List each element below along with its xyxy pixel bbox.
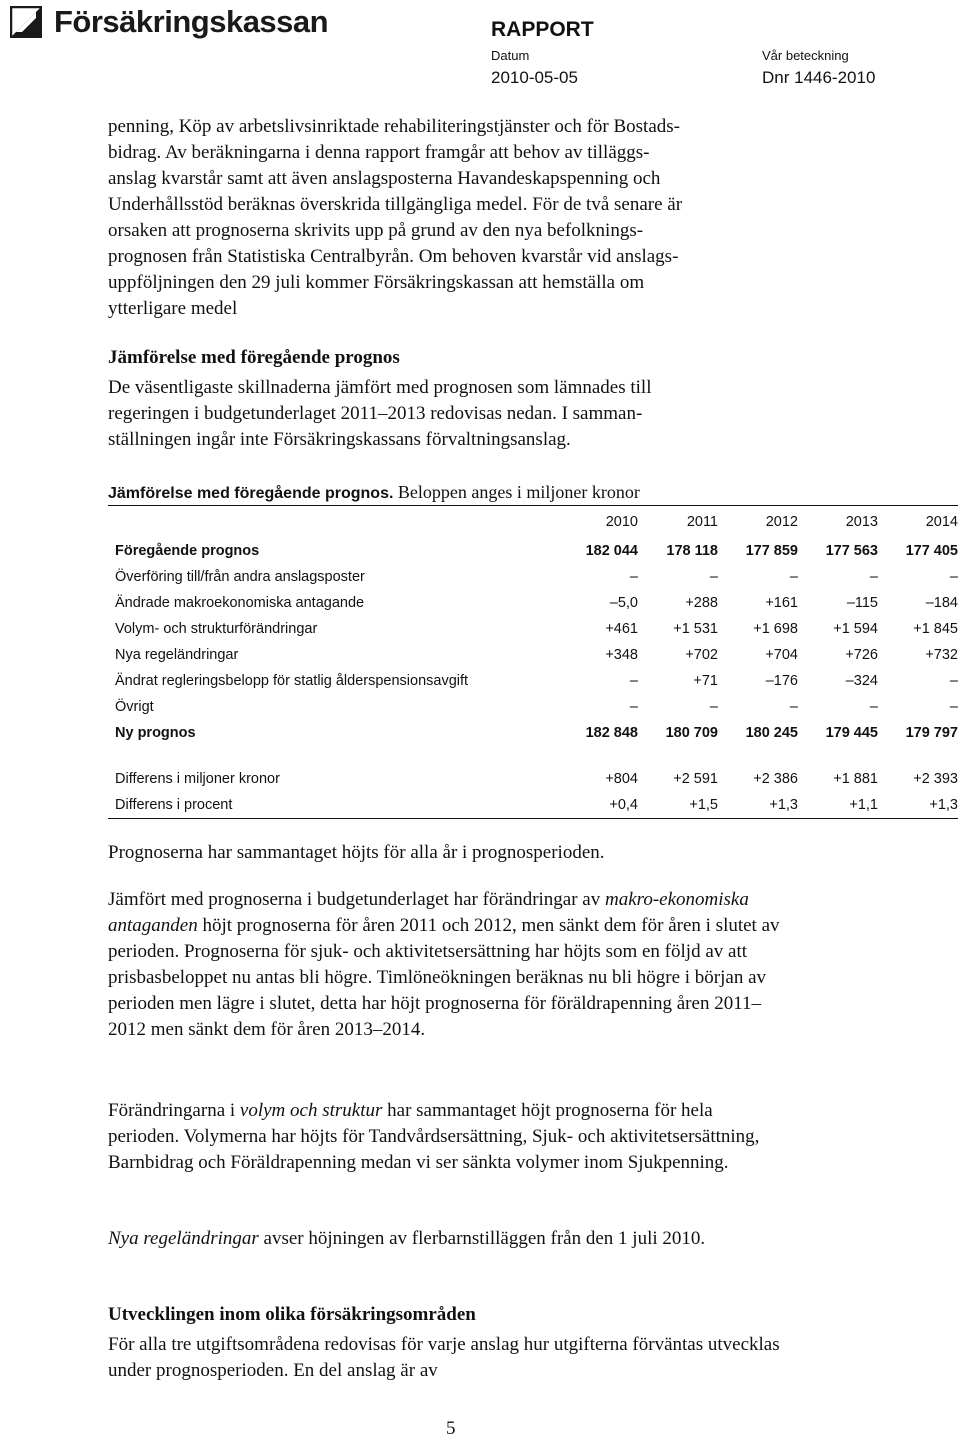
table-row — [108, 668, 958, 694]
table-cell: 179 445 — [825, 725, 878, 741]
forsakringskassan-logo-icon — [10, 6, 42, 38]
table-cell: +71 — [693, 673, 718, 689]
intro-paragraph — [108, 114, 788, 322]
table-row — [108, 564, 958, 590]
table-cell: – — [789, 699, 798, 715]
date-value: 2010-05-05 — [491, 68, 578, 87]
text-line: ytterligare medel — [108, 298, 238, 319]
document-type: RAPPORT — [491, 18, 594, 41]
table-cell: – — [949, 699, 958, 715]
comparison-table — [108, 505, 958, 819]
table-cell: –5,0 — [609, 595, 638, 611]
year-header: 2011 — [638, 506, 718, 539]
table-row — [108, 616, 958, 642]
text-run: höjt prognoserna för åren 2011 och 2012, men sänkt dem för åren i slutet av perioden. Prognoserna för sjuk- och aktivitetsersättning har höjts som en följd av att prisbasbeloppet nu antas bli högre. Timlöneökningen beräknas nu bli högre i början av perioden men lägre i slutet, detta har höjt prognoserna för föräldrapenning åren 2011–2012 men sänkt dem för åren 2013–2014. — [108, 915, 780, 1040]
table-cell: +726 — [845, 647, 878, 663]
table-cell: +0,4 — [558, 792, 638, 819]
table-row — [108, 538, 958, 564]
section-heading-insurance: Utvecklingen inom olika försäkringsområden — [108, 1304, 476, 1325]
table-cell: +704 — [765, 647, 798, 663]
table-cell: –115 — [846, 595, 878, 611]
table-cell: 179 797 — [905, 725, 958, 741]
table-cell: +348 — [605, 647, 638, 663]
table-cell: +2 591 — [673, 771, 718, 787]
section-heading-comparison: Jämförelse med föregående prognos — [108, 347, 400, 368]
year-header: 2010 — [558, 506, 638, 539]
table-cell: 177 859 — [745, 543, 798, 559]
table-cell: – — [629, 673, 638, 689]
text-line: anslag kvarstår samt att även anslagsposterna Havandeskapspenning och — [108, 168, 661, 189]
table-cell: +1 531 — [673, 621, 718, 637]
table-cell: +702 — [685, 647, 718, 663]
summary-paragraph: Prognoserna har sammantaget höjts för alla år i prognosperioden. — [108, 842, 605, 863]
row-label: Differens i miljoner kronor — [115, 771, 280, 787]
table-caption — [108, 480, 958, 506]
emphasis-text: volym och struktur — [239, 1100, 383, 1121]
text-run: Förändringarna i — [108, 1100, 240, 1121]
table-cell: – — [709, 699, 718, 715]
table-row — [108, 694, 958, 720]
reference-label: Vår beteckning — [762, 48, 849, 63]
text-line: orsaken att prognoserna skrivits upp på grund av den nya befolknings- — [108, 220, 644, 241]
row-label: Differens i procent — [108, 792, 558, 819]
page-number: 5 — [446, 1418, 456, 1439]
table-cell: +1 594 — [833, 621, 878, 637]
table-cell: +288 — [685, 595, 718, 611]
row-label: Övrigt — [115, 699, 154, 715]
table-cell: –176 — [765, 673, 798, 689]
table-caption-unit: Beloppen anges i miljoner kronor — [393, 482, 640, 502]
table-cell: 180 245 — [745, 725, 798, 741]
text-run: har sammantaget höjt prognoserna för hela perioden. Volymerna har höjts för Tandvårdsersättning, Sjuk- och aktivitetsersättning, Barnbidrag och Föräldrapenning medan vi ser sänkta volymer inom Sjukpenning. — [108, 1100, 760, 1173]
table-cell: –324 — [845, 673, 878, 689]
table-cell: 177 563 — [825, 543, 878, 559]
table-header-row — [108, 506, 958, 539]
header-label-cell — [108, 506, 558, 539]
table-row — [108, 720, 958, 746]
table-cell: +1,5 — [638, 792, 718, 819]
table-cell: +161 — [765, 595, 798, 611]
table-cell: +461 — [605, 621, 638, 637]
comparison-paragraph — [108, 375, 788, 453]
table-cell: – — [869, 569, 878, 585]
text-run: Jämfört med prognoserna i budgetunderlaget har förändringar av — [108, 889, 605, 910]
table-cell: – — [629, 569, 638, 585]
table-cell: +1,3 — [878, 792, 958, 819]
table-cell: +2 386 — [753, 771, 798, 787]
text-line: penning, Köp av arbetslivsinriktade rehabiliteringstjänster och för Bostads- — [108, 116, 680, 137]
row-label: Överföring till/från andra anslagsposter — [115, 569, 365, 585]
table-cell: +1,1 — [798, 792, 878, 819]
table-cell: +732 — [925, 647, 958, 663]
table-cell: +1,3 — [718, 792, 798, 819]
reference-value: Dnr 1446-2010 — [762, 68, 876, 87]
emphasis-text: makro-ekonomiska antaganden — [108, 889, 749, 936]
table-cell: – — [869, 699, 878, 715]
table-cell: – — [949, 673, 958, 689]
spacer-cell — [108, 746, 958, 766]
year-header: 2012 — [718, 506, 798, 539]
row-label: Volym- och strukturförändringar — [115, 621, 318, 637]
volume-paragraph — [108, 1098, 788, 1176]
table-cell: 182 044 — [585, 543, 638, 559]
table-cell: – — [789, 569, 798, 585]
table-cell: – — [949, 569, 958, 585]
table-cell: 177 405 — [905, 543, 958, 559]
macro-paragraph — [108, 887, 788, 1043]
table-spacer-row — [108, 746, 958, 766]
text-line: regeringen i budgetunderlaget 2011–2013 redovisas nedan. I samman- — [108, 403, 643, 424]
text-run: avser höjningen av flerbarnstilläggen från den 1 juli 2010. — [258, 1228, 706, 1249]
row-label: Nya regeländringar — [115, 647, 239, 663]
table-cell: 180 709 — [665, 725, 718, 741]
table-cell: 178 118 — [666, 543, 718, 559]
table-cell: – — [709, 569, 718, 585]
logo — [10, 4, 328, 40]
table-caption-title: Jämförelse med föregående prognos. — [108, 485, 394, 502]
row-label: Ändrat regleringsbelopp för statlig ålderspensionsavgift — [115, 673, 469, 689]
row-label: Ändrade makroekonomiska antagande — [115, 595, 365, 611]
table-cell: +1 881 — [833, 771, 878, 787]
table-row — [108, 590, 958, 616]
text-line: Underhållsstöd beräknas överskrida tillgängliga medel. För de två senare är — [108, 194, 683, 215]
table-row — [108, 642, 958, 668]
text-line: prognosen från Statistiska Centralbyrån. Om behoven kvarstår vid anslags- — [108, 246, 679, 267]
date-label: Datum — [491, 48, 530, 63]
table-cell: – — [629, 699, 638, 715]
text-line: De väsentligaste skillnaderna jämfört med prognosen som lämnades till — [108, 377, 652, 398]
year-header: 2013 — [798, 506, 878, 539]
table-cell: –184 — [925, 595, 958, 611]
table-cell: +804 — [605, 771, 638, 787]
year-header: 2014 — [878, 506, 958, 539]
table-cell: +1 698 — [753, 621, 798, 637]
table-cell: 182 848 — [585, 725, 638, 741]
org-name: Försäkringskassan — [54, 4, 329, 39]
table-cell: +2 393 — [913, 771, 958, 787]
text-line: ställningen ingår inte Försäkringskassans förvaltningsanslag. — [108, 429, 571, 450]
table-cell: +1 845 — [913, 621, 958, 637]
row-label: Föregående prognos — [115, 543, 260, 559]
table-row — [108, 792, 958, 819]
table-row — [108, 766, 958, 792]
rules-paragraph — [108, 1226, 788, 1252]
text-line: bidrag. Av beräkningarna i denna rapport framgår att behov av tilläggs- — [108, 142, 650, 163]
emphasis-text: Nya regeländringar — [108, 1228, 259, 1249]
insurance-paragraph: För alla tre utgiftsområdena redovisas för varje anslag hur utgifterna förväntas utvecklas under prognosperioden. En del anslag är av — [108, 1334, 780, 1381]
text-line: uppföljningen den 29 juli kommer Försäkringskassan att hemställa om — [108, 272, 645, 293]
row-label: Ny prognos — [115, 725, 196, 741]
